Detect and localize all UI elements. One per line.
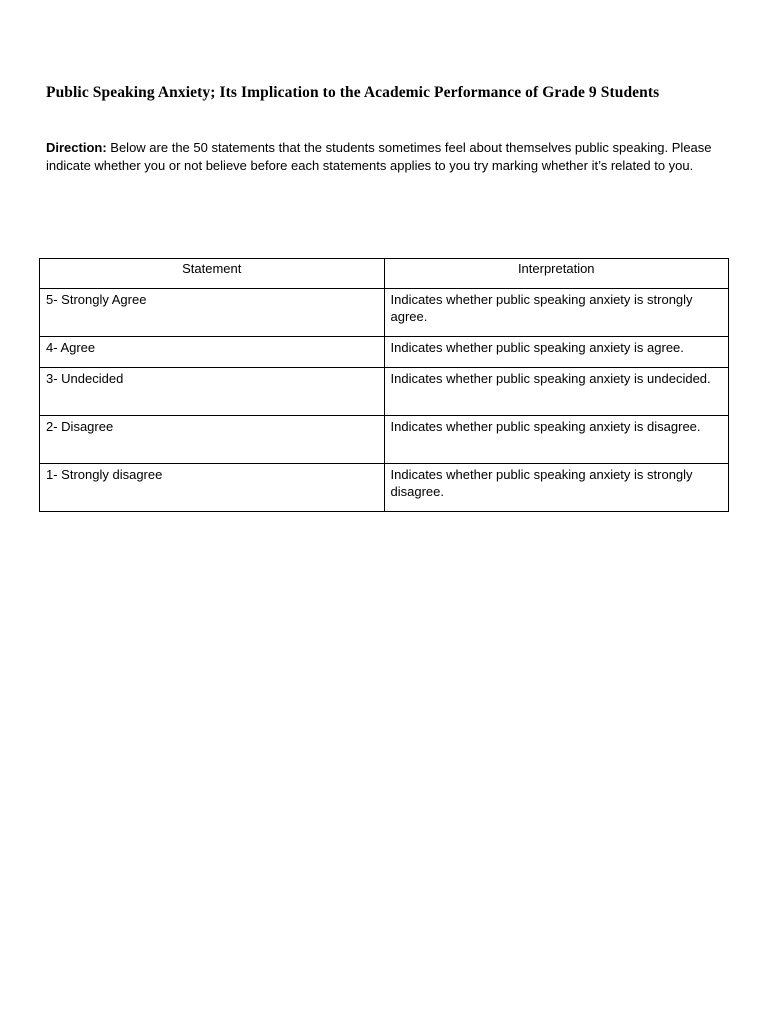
table-row	[40, 337, 729, 368]
interpretation-cell: Indicates whether public speaking anxiety is agree.	[384, 337, 729, 368]
document-title: Public Speaking Anxiety; Its Implication to the Academic Performance of Grade 9 Students	[46, 84, 660, 101]
interpretation-cell: Indicates whether public speaking anxiety is undecided.	[384, 368, 729, 416]
interpretation-cell: Indicates whether public speaking anxiety is strongly agree.	[384, 289, 729, 337]
direction-text: Below are the 50 statements that the students sometimes feel about themselves public speaking. Please indicate whether you or not believe before each statements applies to you try marking whether it’s related to you.	[46, 140, 712, 173]
interpretation-cell: Indicates whether public speaking anxiety is disagree.	[384, 416, 729, 464]
interpretation-cell: Indicates whether public speaking anxiety is strongly disagree.	[384, 464, 729, 512]
table-row	[40, 289, 729, 337]
header-interpretation: Interpretation	[384, 259, 729, 289]
header-statement: Statement	[40, 259, 385, 289]
statement-cell: 1- Strongly disagree	[40, 464, 385, 512]
statement-cell: 3- Undecided	[40, 368, 385, 416]
table-header-row	[40, 259, 729, 289]
direction-paragraph	[46, 139, 736, 175]
direction-label: Direction:	[46, 140, 107, 155]
statement-cell: 2- Disagree	[40, 416, 385, 464]
rating-scale-table	[39, 258, 729, 512]
table-row	[40, 416, 729, 464]
table-row	[40, 464, 729, 512]
table-row	[40, 368, 729, 416]
statement-cell: 5- Strongly Agree	[40, 289, 385, 337]
statement-cell: 4- Agree	[40, 337, 385, 368]
